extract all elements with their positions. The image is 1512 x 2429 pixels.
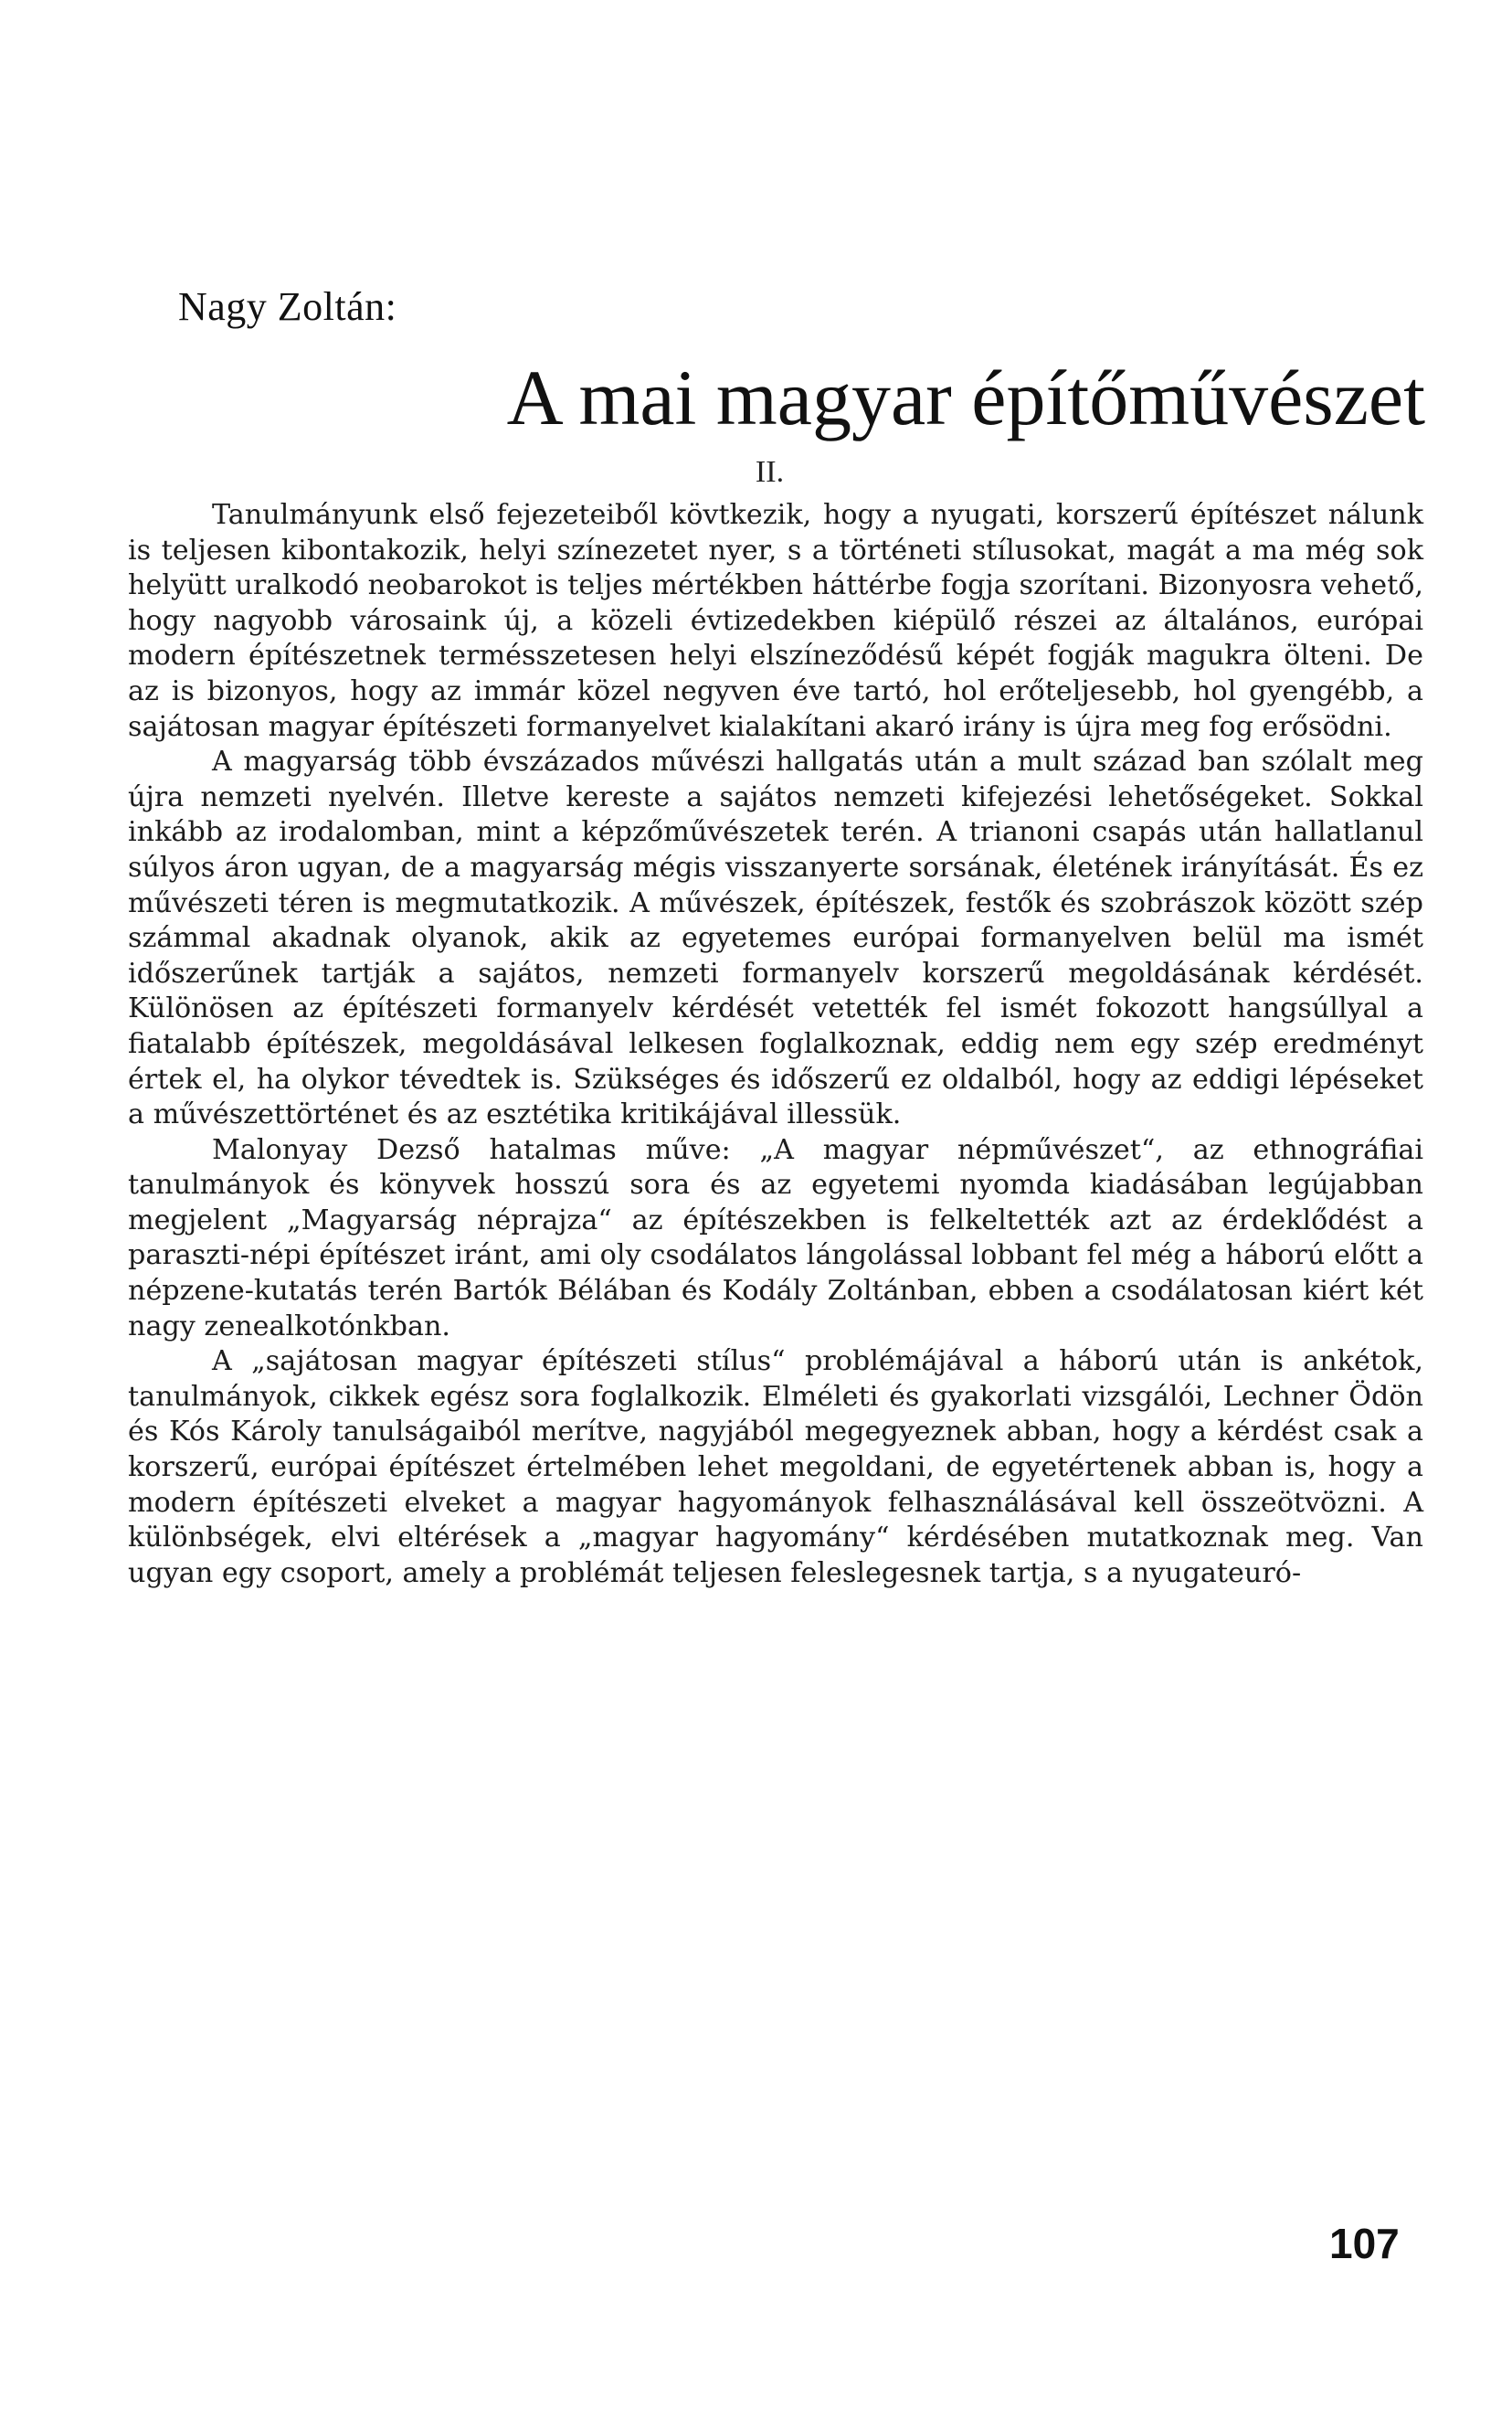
article-body (128, 498, 1423, 1591)
section-number: II. (755, 455, 785, 489)
author-name: Nagy Zoltán: (178, 284, 397, 329)
paragraph: A magyarság több évszázados művészi hallgatás után a mult század ban szólalt meg újra nemzeti nyelvén. Illetve kereste a sajátos nemzeti kifejezési lehetőségeket. Sokkal inkább az irodalomban, mint a képzőművészetek terén. A trianoni csapás után hallatlanul súlyos áron ugyan, de a magyarság mégis visszanyerte sorsának, életének irányítását. És ez művészeti téren is megmutatkozik. A művészek, építészek, festők és szobrászok között szép számmal akadnak olyanok, akik az egyetemes európai formanyelven belül ma ismét időszerűnek tartják a sajátos, nemzeti formanyelv korszerű megoldásának kérdését. Különösen az építészeti formanyelv kérdését vetették fel ismét fokozott hangsúllyal a fiatalabb építészek, megoldásával lelkesen foglalkoznak, eddig nem egy szép eredményt értek el, ha olykor tévedtek is. Szükséges és időszerű ez oldalból, hogy az eddigi lépéseket a művészettörténet és az esztétika kritikájával illessük. (128, 746, 1423, 1131)
article-title: A mai magyar építőművészet (506, 354, 1425, 441)
paragraph: Malonyay Dezső hatalmas műve: „A magyar népművészet“, az ethnográfiai tanulmányok és könyvek hosszú sora és az egyetemi nyomda kiadásában legújabban megjelent „Magyarság néprajza“ az építészekben is felkeltették azt az érdeklődést a paraszti-népi építészet iránt, ami oly csodálatos lángolással lobbant fel még a háború előtt a népzene-kutatás terén Bartók Bélában és Kodály Zoltánban, ebben a csodálatosan kiért két nagy zenealkotónkban. (128, 1133, 1423, 1342)
page-number: 107 (1329, 2220, 1400, 2267)
paragraph: A „sajátosan magyar építészeti stílus“ problémájával a háború után is ankétok, tanulmányok, cikkek egész sora foglalkozik. Elméleti és gyakorlati vizsgálói, Lechner Ödön és Kós Károly tanulságaiból merítve, nagyjából megegyeznek abban, hogy a kérdést csak a korszerű, európai építészet értelmében lehet megoldani, de egyetértenek abban is, hogy a modern építészeti elveket a magyar hagyományok felhasználásával kell összeötvözni. A különbségek, elvi eltérések a „magyar hagyomány“ kérdésében mutatkoznak meg. Van ugyan egy csoport, amely a problémát teljesen feleslegesnek tartja, s a nyugateuró- (128, 1345, 1423, 1589)
paragraph: Tanulmányunk első fejezeteiből kövtkezik, hogy a nyugati, korszerű építészet nálunk is teljesen kibontakozik, helyi színezetet nyer, s a történeti stílusokat, magát a ma még sok helyütt uralkodó neobarokot is teljes mértékben háttérbe fogja szorítani. Bizonyosra vehető, hogy nagyobb városaink új, a közeli évtizedekben kiépülő részei az általános, európai modern építészetnek termésszetesen helyi elszíneződésű képét fogják magukra ölteni. De az is bizonyos, hogy az immár közel negyven éve tartó, hol erőteljesebb, hol gyengébb, a sajátosan magyar építészeti formanyelvet kialakítani akaró irány is újra meg fog erősödni. (128, 499, 1423, 743)
